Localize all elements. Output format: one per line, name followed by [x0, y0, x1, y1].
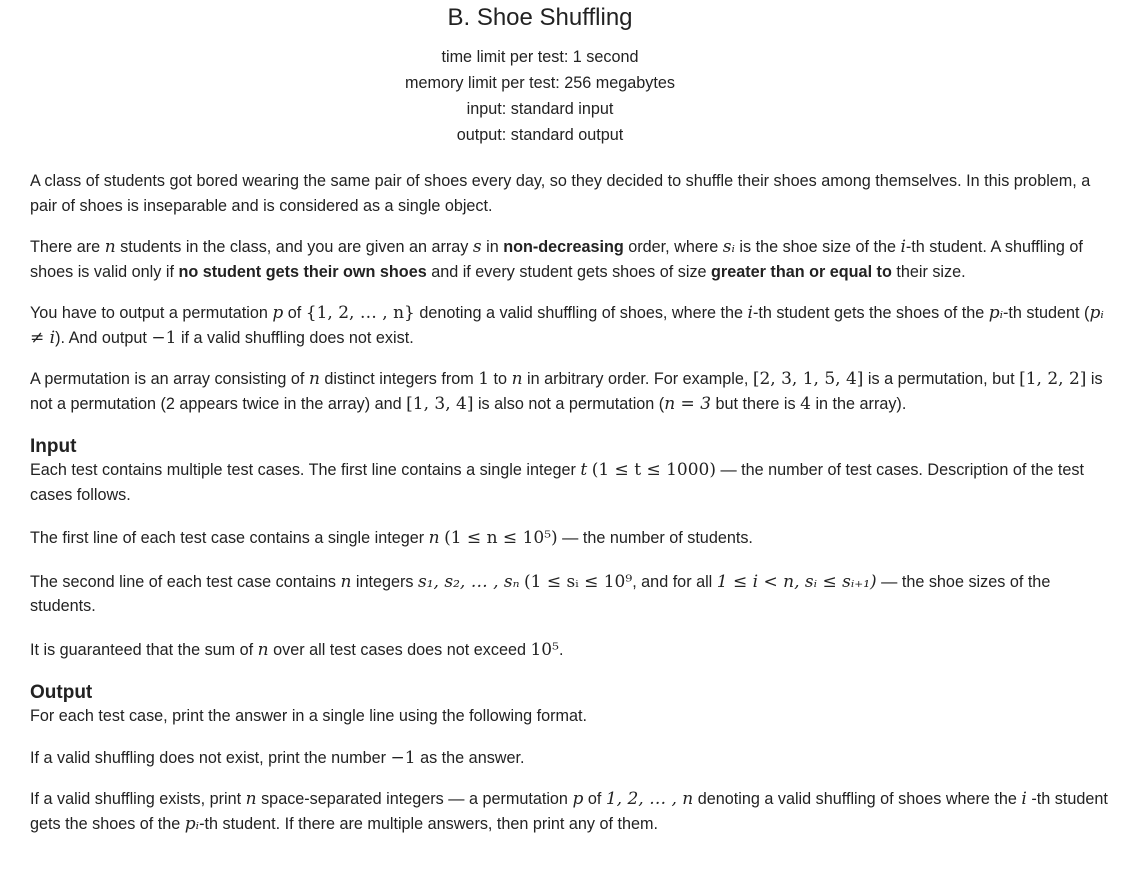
- input-section-title: Input: [30, 436, 77, 457]
- statement-paragraph-4: A permutation is an array consisting of n distinct integers from 1 to n in arbitrary order. For example, [2, 3, 1, 5, 4] is a permutation, but [1, 2, 2] is not a permutation (2 appears twice in the array) and [1, 3, 4] is also not a permutation (n = 3 but there is 4 in the array).: [30, 369, 1103, 414]
- problem-statement: [30, 169, 1112, 836]
- memory-limit: memory limit per test: 256 megabytes: [405, 74, 675, 92]
- input-paragraph-4: It is guaranteed that the sum of n over all test cases does not exceed 10⁵.: [30, 639, 564, 660]
- statement-paragraph-2: There are n students in the class, and you are given an array s in non-decreasing order, where sᵢ is the shoe size of the i-th student. A shuffling of shoes is valid only if no student gets their own shoes and if every student gets shoes of size greater than or equal to their size.: [30, 237, 1083, 281]
- output-section: [30, 682, 1112, 836]
- output-paragraph-3: If a valid shuffling exists, print n space-separated integers — a permutation p of 1, 2, … , n denoting a valid shuffling of shoes where the i -th student gets the shoes of the pᵢ-th student. If there are multiple answers, then print any of them.: [30, 789, 1108, 834]
- input-paragraph-2: The first line of each test case contains a single integer n (1 ≤ n ≤ 10⁵) — the number of students.: [30, 528, 753, 548]
- time-limit: time limit per test: 1 second: [441, 48, 639, 66]
- output-paragraph-1: For each test case, print the answer in a single line using the following format.: [30, 707, 587, 725]
- output-paragraph-2: If a valid shuffling does not exist, print the number −1 as the answer.: [30, 747, 525, 768]
- problem-limits: [0, 44, 1110, 148]
- output-file: output: standard output: [456, 126, 624, 144]
- statement-paragraph-1: A class of students got bored wearing the same pair of shoes every day, so they decided to shuffle their shoes among themselves. In this problem, a pair of shoes is inseparable and is considered as a single object.: [30, 172, 1091, 215]
- output-section-title: Output: [30, 682, 93, 703]
- input-file: input: standard input: [466, 100, 614, 118]
- input-paragraph-1: Each test contains multiple test cases. The first line contains a single integer t (1 ≤ t ≤ 1000) — the number of test cases. Description of the test cases follows.: [30, 460, 1084, 504]
- problem-title: B. Shoe Shuffling: [447, 4, 633, 31]
- input-paragraph-3: The second line of each test case contains n integers s₁, s₂, … , sₙ (1 ≤ sᵢ ≤ 10⁹, and for all 1 ≤ i < n, sᵢ ≤ sᵢ₊₁) — the shoe sizes of the students.: [30, 571, 1051, 615]
- statement-paragraph-3: You have to output a permutation p of {1, 2, … , n} denoting a valid shuffling of shoes, where the i-th student gets the shoes of the pᵢ-th student (pᵢ ≠ i). And output −1 if a valid shuffling does not exist.: [30, 303, 1104, 348]
- input-section: [30, 436, 1112, 662]
- problem-header: [0, 3, 1110, 148]
